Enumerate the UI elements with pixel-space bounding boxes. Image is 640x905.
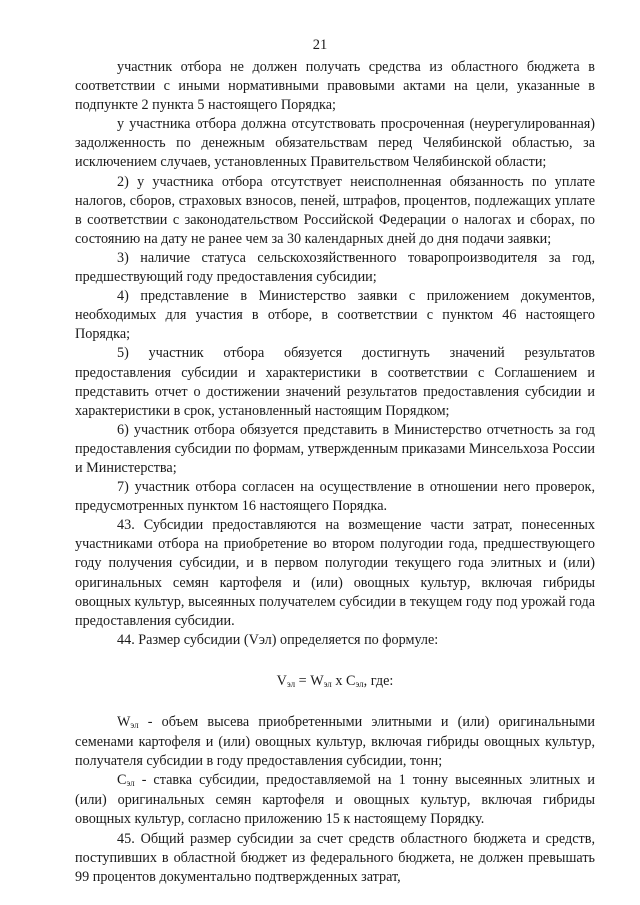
document-body — [75, 58, 595, 887]
paragraph: 5) участник отбора обязуется достигнуть значений результатов предоставления субсидии и характеристики в соответствии с Соглашением и представить отчет о достижении значений результатов предоставления субсидии и характеристики в срок, установленный настоящим Порядком; — [75, 345, 595, 419]
formula-x: x — [331, 672, 346, 689]
definition-text: - объем высева приобретенными элитными и (или) оригинальными семенами картофеля и (или) овощных культур, включая гибриды овощных культур, получателя субсидии в году предоставления субсидии, тонн; — [75, 714, 595, 770]
definition-sub: эл — [126, 778, 135, 789]
definition-w — [75, 713, 595, 771]
paragraph: у участника отбора должна отсутствовать просроченная (неурегулированная) задолженность по денежным обязательствам перед Челябинской областью, за исключением случаев, установленных Правительством Челябинской области; — [75, 116, 595, 171]
page-number: 21 — [312, 37, 328, 53]
paragraph-45: 45. Общий размер субсидии за счет средств областного бюджета и средств, поступивших в областной бюджет из федерального бюджета, не должен превышать 99 процентов документально подтвержденных затрат, — [75, 830, 595, 885]
formula-c-sub: эл — [355, 678, 364, 689]
definition-sub: эл — [130, 720, 139, 730]
formula-w: W — [310, 672, 324, 689]
formula-v-sub: эл — [286, 678, 296, 689]
definition-symbol: С — [117, 772, 127, 789]
paragraph: участник отбора не должен получать средства из областного бюджета в соответствии с иными нормативными правовыми актами на цели, указанные в подпункте 2 пункта 5 настоящего Порядка; — [75, 59, 595, 114]
definition-symbol: W — [117, 714, 131, 730]
paragraph-43: 43. Субсидии предоставляются на возмещение части затрат, понесенных участниками отбора на приобретение во втором полугодии года, предшествующего году получения субсидии, и в первом полугодии текущего года элитных и (или) оригинальных семян картофеля и (или) овощных культур, включая гибриды овощных культур, высеянных получателем субсидии в текущем году под урожай года предоставления субсидии. — [75, 517, 595, 629]
paragraph: 2) у участника отбора отсутствует неисполненная обязанность по уплате налогов, сборов, страховых взносов, пеней, штрафов, процентов, подлежащих уплате в соответствии с законодательством Российской Федерации о налогах и сборах, по состоянию на дату не ранее чем за 30 календарных дней до дня подачи заявки; — [75, 173, 595, 247]
subsidy-formula — [75, 672, 595, 692]
definition-text: - ставка субсидии, предоставляемой на 1 тонну высеянных элитных и (или) оригинальных семян картофеля и овощных культур, включая гибриды овощных культур, согласно приложению 15 к настоящему Порядку. — [75, 772, 595, 828]
formula-c: C — [346, 672, 356, 689]
paragraph-44: 44. Размер субсидии (Vэл) определяется по формуле: — [117, 631, 439, 648]
formula-w-sub: эл — [323, 678, 332, 689]
paragraph: 4) представление в Министерство заявки с приложением документов, необходимых для участия в отборе, в соответствии с пунктом 46 настоящего Порядка; — [75, 288, 595, 343]
formula-eq: = — [295, 672, 311, 689]
definition-c — [75, 771, 595, 829]
paragraph: 6) участник отбора обязуется представить в Министерство отчетность за год предоставления субсидии по формам, утвержденным приказами Минсельхоза России и Министерства; — [75, 421, 595, 476]
formula-tail: , где: — [363, 672, 394, 689]
paragraph: 7) участник отбора согласен на осуществление в отношении него проверок, предусмотренных пунктом 16 настоящего Порядка. — [75, 479, 595, 515]
formula-v: V — [276, 672, 287, 689]
paragraph: 3) наличие статуса сельскохозяйственного товаропроизводителя за год, предшествующий году предоставления субсидии; — [75, 249, 595, 286]
